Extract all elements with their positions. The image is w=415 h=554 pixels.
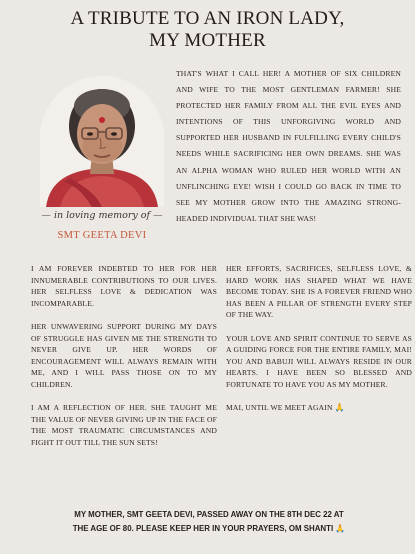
footer-line-2 <box>30 522 388 536</box>
right-paragraph-2: YOUR LOVE AND SPIRIT CONTINUE TO SERVE AS A GUIDING FORCE FOR THE ENTIRE FAMILY, MAI! YOU AND BABUJI WILL ALWAYS RESIDE IN OUR HEARTS. I HAVE BEEN SO BLESSED AND FORTUNATE TO HAVE YOU AS MY MOTHER. <box>226 333 412 389</box>
folded-hands-icon: 🙏 <box>334 403 345 413</box>
footer-notice <box>30 508 388 536</box>
left-paragraph-2: HER UNWAVERING SUPPORT DURING MY DAYS OF STRUGGLE HAS GIVEN ME THE STRENGTH TO NEVER GIVE UP. HER WORDS OF ENCOURAGEMENT WILL ALWAYS REMAIN WITH ME, AND I WILL PASS THOSE ON TO MY CHILDREN. <box>31 321 217 389</box>
portrait-photo <box>40 76 164 207</box>
closing-text: MAI, UNTIL WE MEET AGAIN <box>226 403 333 413</box>
folded-hands-icon: 🙏 <box>335 524 346 534</box>
left-paragraph-1: I AM FOREVER INDEBTED TO HER FOR HER INNUMERABLE CONTRIBUTIONS TO OUR LIVES. HER SELFLESS LOVE & DEDICATION WAS INCOMPARABLE. <box>31 264 217 308</box>
memory-caption-text: in loving memory of <box>53 210 151 221</box>
intro-paragraph: THAT'S WHAT I CALL HER! A MOTHER OF SIX CHILDREN AND WIFE TO THE MOST GENTLEMAN FARMER! SHE PROTECTED HER FAMILY FROM ALL THE EVIL EYES AND INTENTIONS OF THIS UNFORGIVING WORLD AND SUPPORTED HER HUSBAND IN FULFILLING EVERY CHILD'S NEEDS WHILE SACRIFICING HER OWN DREAMS. SHE WAS AN ALPHA WOMAN WHO RULED HER WORLD WITH AN UNFLINCHING EYE! WISH I COULD GO BACK IN TIME TO SEE MY MOTHER GROW INTO THE AMAZING STRONG-HEADED INDIVIDUAL THAT SHE WAS! <box>176 69 401 223</box>
left-paragraph-3: I AM A REFLECTION OF HER. SHE TAUGHT ME THE VALUE OF NEVER GIVING UP IN THE FACE OF THE MOST TRAUMATIC CIRCUMSTANCES AND FIGHT IT OUT TILL THE SUN SETS! <box>31 403 217 447</box>
title-line-2: MY MOTHER <box>149 30 266 51</box>
in-loving-memory-caption: — in loving memory of — <box>41 210 163 221</box>
left-column <box>31 263 217 460</box>
title-line-1: A TRIBUTE TO AN IRON LADY, <box>70 8 345 29</box>
footer-line-1: MY MOTHER, SMT GEETA DEVI, PASSED AWAY ON THE 8TH DEC 22 AT <box>74 510 344 519</box>
footer-line-2-text: THE AGE OF 80. PLEASE KEEP HER IN YOUR PRAYERS, OM SHANTI <box>72 524 334 534</box>
right-column <box>226 263 412 425</box>
right-paragraph-1: HER EFFORTS, SACRIFICES, SELFLESS LOVE, & HARD WORK HAS SHAPED WHAT WE HAVE BECOME TODAY. SHE IS A FOREVER FRIEND WHO HAS BEEN A PILLAR OF STRENGTH EVERY STEP OF THE WAY. <box>226 264 412 320</box>
deceased-name: SMT GEETA DEVI <box>57 230 147 241</box>
closing-line <box>226 402 412 414</box>
page-title <box>0 8 415 52</box>
portrait-illustration <box>40 76 164 207</box>
